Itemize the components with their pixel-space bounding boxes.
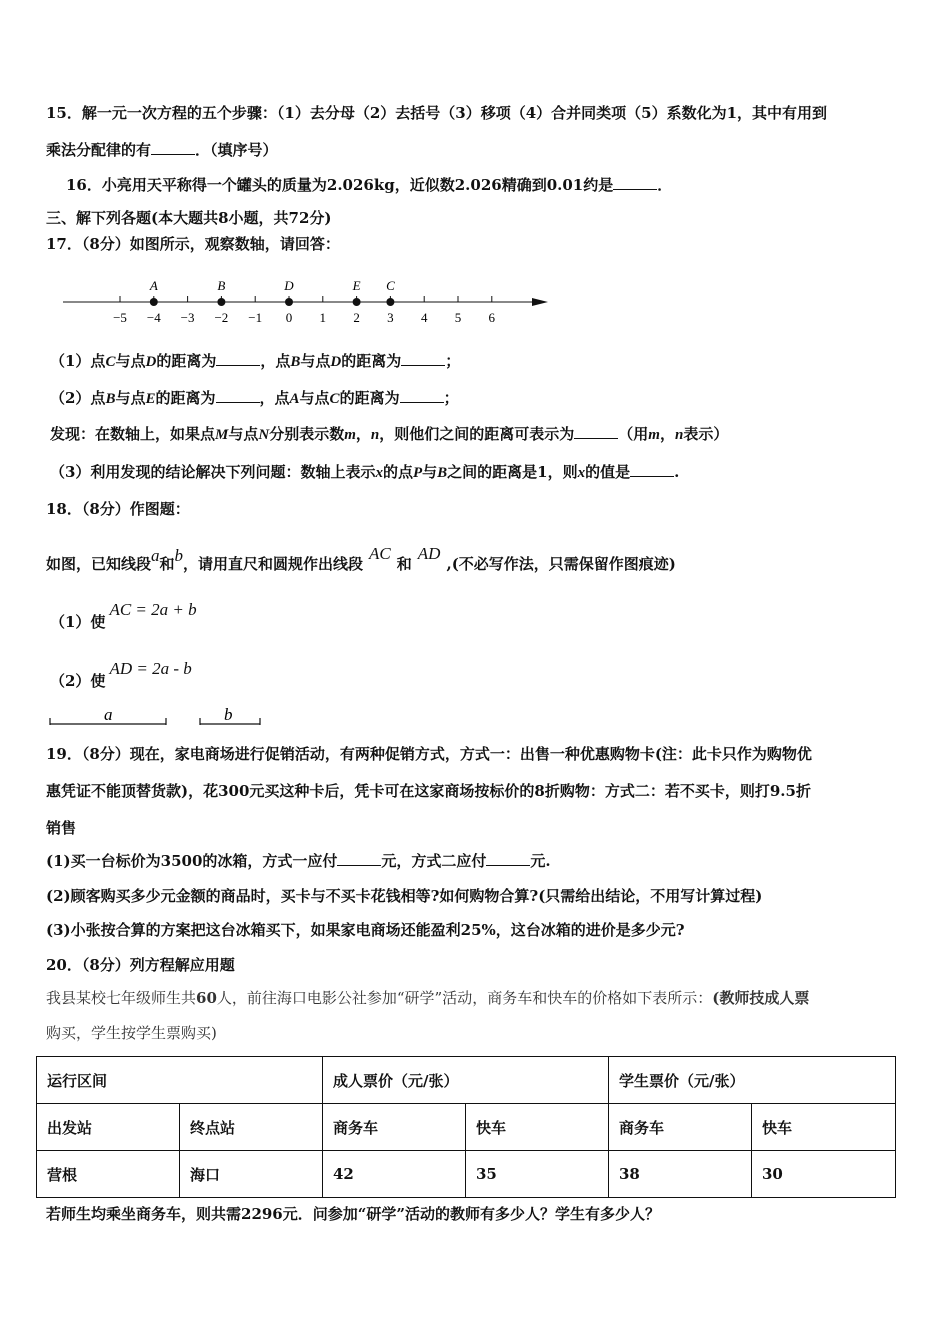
axis-tick-label: 3 bbox=[387, 310, 394, 325]
q20-question: 若师生均乘坐商务车，则共需2296元．问参加“研学”活动的教师有多少人？学生有多少人？ bbox=[46, 1205, 661, 1223]
q17-p3-text: 之间的距离是1，则 bbox=[447, 463, 578, 481]
q17-part2 bbox=[50, 388, 459, 409]
table-cell: 成人票价（元/张） bbox=[323, 1057, 609, 1104]
q20-text: 人，前往海口电影公社参加“研学”活动，商务车和快车的价格如下表所示： bbox=[216, 989, 713, 1007]
q17-part3 bbox=[50, 462, 679, 483]
q18-var-b: b bbox=[174, 546, 184, 565]
q18-text: ,(不必写作法，只需保留作图痕迹) bbox=[446, 555, 676, 573]
q18-ad: AD bbox=[417, 544, 441, 563]
q17-p3-text: （3）利用发现的结论解决下列问题：数轴上表示 bbox=[50, 463, 376, 481]
q20-count: 60 bbox=[196, 989, 217, 1007]
q17-p3-text: . bbox=[674, 463, 680, 481]
q17-p2-text: ，点 bbox=[259, 389, 290, 407]
axis-tick-label: 1 bbox=[319, 310, 327, 325]
table-header-row bbox=[37, 1057, 896, 1104]
axis-tick-label: −5 bbox=[113, 310, 127, 325]
q17-find-var: n bbox=[370, 427, 380, 443]
q17-p3-text: 与 bbox=[422, 463, 438, 481]
q17-p2-blank bbox=[216, 388, 260, 403]
q17-p2-blank bbox=[400, 388, 444, 403]
q17-find-text: ， bbox=[659, 425, 675, 443]
q17-p2-text: （2）点 bbox=[50, 389, 106, 407]
axis-tick-label: −2 bbox=[214, 310, 229, 325]
q17-p1-text: 的距离为 bbox=[156, 352, 217, 370]
segment-a-label: a bbox=[104, 705, 113, 724]
q17-p1-blank bbox=[401, 351, 445, 366]
q17-find-var: N bbox=[258, 427, 270, 443]
axis-tick-label: −1 bbox=[248, 310, 263, 325]
q16-line bbox=[66, 175, 672, 195]
point-label: C bbox=[386, 278, 395, 293]
q17-p1-var: D bbox=[330, 354, 342, 370]
q16-text-b: ． bbox=[657, 176, 673, 194]
q17-find-var: m bbox=[648, 427, 660, 443]
q17-p2-var: B bbox=[105, 391, 116, 407]
q17-find-text: ， bbox=[355, 425, 371, 443]
q18-eq2: AD = 2a - b bbox=[109, 659, 192, 678]
q17-find-var: n bbox=[674, 427, 684, 443]
q17-p2-var: E bbox=[145, 391, 156, 407]
axis-tick-label: 6 bbox=[488, 310, 496, 325]
q17-find-text: （用 bbox=[618, 425, 649, 443]
table-cell: 终点站 bbox=[180, 1104, 323, 1151]
q19-p1-text: 元，方式二应付 bbox=[381, 852, 487, 870]
q19-p1-blank bbox=[337, 851, 381, 866]
q18-step2-label: （2）使 bbox=[50, 672, 106, 690]
q17-part1 bbox=[50, 351, 460, 372]
q18-step1 bbox=[50, 592, 197, 640]
q17-find-text: 分别表示数 bbox=[269, 425, 345, 443]
q20-line1 bbox=[46, 988, 809, 1008]
price-table bbox=[36, 1056, 896, 1198]
q17-find-text: ，则他们之间的距离可表示为 bbox=[379, 425, 575, 443]
q17-p3-text: 的值是 bbox=[585, 463, 631, 481]
q17-p1-var: D bbox=[145, 354, 157, 370]
q16-blank bbox=[613, 175, 657, 190]
q17-p1-blank bbox=[216, 351, 260, 366]
q18-ac: AC bbox=[369, 544, 391, 563]
q17-find-var: M bbox=[215, 427, 229, 443]
q20-note: (教师技成人票 bbox=[712, 989, 810, 1007]
table-cell: 营根 bbox=[37, 1151, 180, 1198]
table-subheader-row bbox=[37, 1104, 896, 1151]
axis-tick-label: −3 bbox=[180, 310, 195, 325]
table-cell: 出发站 bbox=[37, 1104, 180, 1151]
q18-text: 和 bbox=[396, 555, 412, 573]
table-cell: 学生票价（元/张） bbox=[609, 1057, 896, 1104]
q17-find-text: 与点 bbox=[228, 425, 259, 443]
q18-step1-label: （1）使 bbox=[50, 613, 106, 631]
q18-text: ，请用直尺和圆规作出线段 bbox=[183, 555, 364, 573]
q17-p3-text: 的点 bbox=[382, 463, 413, 481]
q20-title: 20．（8分）列方程解应用题 bbox=[46, 956, 235, 974]
q17-discovery bbox=[50, 424, 728, 445]
table-cell: 海口 bbox=[180, 1151, 323, 1198]
q17-p3-blank bbox=[630, 462, 674, 477]
q18-step2 bbox=[50, 651, 192, 699]
segment-b bbox=[200, 705, 260, 725]
point-D bbox=[285, 298, 293, 306]
axis-tick-label: 0 bbox=[285, 310, 293, 325]
q17-title: 17．（8分）如图所示，观察数轴，请回答： bbox=[46, 235, 340, 253]
q17-p3-var: x bbox=[375, 465, 383, 481]
table-cell: 38 bbox=[609, 1151, 752, 1198]
q17-p2-text: 的距离为 bbox=[155, 389, 216, 407]
axis-tick-label: 5 bbox=[454, 310, 462, 325]
q17-p1-var: B bbox=[290, 354, 301, 370]
table-cell: 42 bbox=[323, 1151, 466, 1198]
point-B bbox=[217, 298, 225, 306]
section-heading: 三、解下列各题(本大题共8小题，共72分) bbox=[46, 209, 332, 227]
q17-p3-var: x bbox=[577, 465, 586, 481]
q19-line2: 惠凭证不能顶替货款)，花300元买这种卡后，凭卡可在这家商场按标价的8折购物：方式二：若不买卡，则打9.5折 bbox=[46, 782, 811, 800]
q18-instruction bbox=[46, 534, 676, 584]
q20-line2: 购买，学生按学生票购买) bbox=[46, 1024, 217, 1042]
q17-find-text: 表示） bbox=[683, 425, 729, 443]
q17-p2-var: A bbox=[289, 391, 300, 407]
number-line bbox=[60, 272, 560, 330]
q18-segments bbox=[44, 704, 274, 730]
q17-p1-text: ； bbox=[445, 352, 461, 370]
q17-p1-text: 的距离为 bbox=[341, 352, 402, 370]
q17-p2-var: C bbox=[329, 391, 340, 407]
table-cell: 运行区间 bbox=[37, 1057, 323, 1104]
q18-title: 18．（8分）作图题： bbox=[46, 500, 190, 518]
q17-p1-text: 与点 bbox=[115, 352, 146, 370]
point-E bbox=[353, 298, 361, 306]
table-cell: 快车 bbox=[466, 1104, 609, 1151]
q17-find-var: m bbox=[344, 427, 356, 443]
q17-p1-text: 与点 bbox=[300, 352, 331, 370]
q19-p1-blank bbox=[486, 851, 530, 866]
axis-tick-label: −4 bbox=[146, 310, 161, 325]
point-A bbox=[150, 298, 158, 306]
q19-line3: 销售 bbox=[46, 819, 77, 837]
q15-text-b: ．（填序号） bbox=[195, 141, 278, 159]
q19-p1-text: (1)买一台标价为3500的冰箱，方式一应付 bbox=[46, 852, 338, 870]
q19-part3: (3)小张按合算的方案把这台冰箱买下，如果家电商场还能盈利25%，这台冰箱的进价是多少元? bbox=[46, 921, 685, 939]
table-cell: 商务车 bbox=[323, 1104, 466, 1151]
table-cell: 快车 bbox=[752, 1104, 896, 1151]
axis-arrow-icon bbox=[532, 298, 548, 306]
q17-find-text: 发现：在数轴上，如果点 bbox=[50, 425, 216, 443]
axis-ticks bbox=[113, 296, 495, 325]
q17-p3-var: P bbox=[412, 465, 423, 481]
q15-line2 bbox=[46, 140, 278, 160]
q17-p1-text: （1）点 bbox=[50, 352, 106, 370]
q17-p2-text: 与点 bbox=[299, 389, 330, 407]
q17-p2-text: ； bbox=[443, 389, 459, 407]
q18-eq1: AC = 2a + b bbox=[109, 600, 197, 619]
point-C bbox=[386, 298, 394, 306]
q19-part2: (2)顾客购买多少元金额的商品时，买卡与不买卡花钱相等?如何购物合算?(只需给出结论，不用写计算过程) bbox=[46, 887, 763, 905]
segment-a bbox=[50, 705, 166, 725]
point-label: D bbox=[284, 278, 294, 293]
q17-p1-var: C bbox=[105, 354, 116, 370]
table-cell: 35 bbox=[466, 1151, 609, 1198]
q19-part1 bbox=[46, 851, 551, 871]
q17-p1-text: ，点 bbox=[260, 352, 291, 370]
q17-p2-text: 与点 bbox=[115, 389, 146, 407]
segment-b-label: b bbox=[224, 705, 233, 724]
q18-var-a: a bbox=[151, 546, 160, 565]
q15-text-a: 乘法分配律的有 bbox=[46, 141, 152, 159]
point-label: A bbox=[149, 278, 158, 293]
table-cell: 商务车 bbox=[609, 1104, 752, 1151]
q18-text: 和 bbox=[159, 555, 175, 573]
q18-text: 如图，已知线段 bbox=[46, 555, 152, 573]
axis-tick-label: 2 bbox=[353, 310, 360, 325]
q16-text-a: 16．小亮用天平称得一个罐头的质量为2.026kg，近似数2.026精确到0.01约是 bbox=[66, 176, 614, 194]
q19-p1-text: 元. bbox=[530, 852, 551, 870]
q20-text: 我县某校七年级师生共 bbox=[46, 989, 197, 1007]
point-label: E bbox=[352, 278, 361, 293]
axis-tick-label: 4 bbox=[420, 310, 428, 325]
q17-find-blank bbox=[574, 424, 618, 439]
q15-line1: 15．解一元一次方程的五个步骤：（1）去分母（2）去括号（3）移项（4）合并同类项（5）系数化为1，其中有用到 bbox=[46, 104, 828, 122]
table-row bbox=[37, 1151, 896, 1198]
point-label: B bbox=[217, 278, 226, 293]
q17-p2-text: 的距离为 bbox=[339, 389, 400, 407]
q17-p3-var: B bbox=[437, 465, 448, 481]
q19-line1: 19．（8分）现在，家电商场进行促销活动，有两种促销方式，方式一：出售一种优惠购物卡(注：此卡只作为购物优 bbox=[46, 745, 812, 763]
table-cell: 30 bbox=[752, 1151, 896, 1198]
q15-blank bbox=[151, 140, 195, 155]
